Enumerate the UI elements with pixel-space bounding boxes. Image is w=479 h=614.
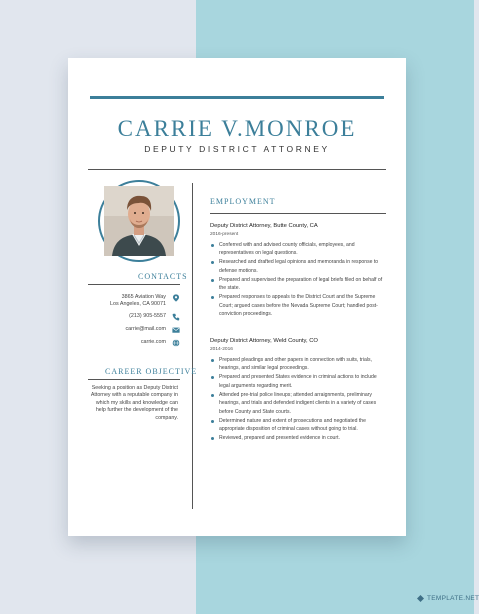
resume-name: CARRIE V.MONROE [117,116,357,141]
website-url[interactable]: carrie.com [140,339,166,345]
employment-divider [210,213,386,214]
phone-icon [172,313,180,321]
email-address[interactable]: carrie@mail.com [125,326,166,332]
contact-email [88,326,180,334]
career-objective-divider [88,379,180,380]
resume-job-title: DEPUTY DISTRICT ATTORNEY [144,144,330,154]
contacts-divider [88,284,180,285]
contacts-heading: CONTACTS [138,272,188,281]
list-item: Conferred with and advised county officials, employees, and representatives on legal questions. [210,241,386,258]
location-pin-icon [172,294,180,302]
list-item: Prepared pleadings and other papers in connection with suits, trials, hearings, and similar legal proceedings. [210,356,386,373]
phone-number: (213) 905-5557 [129,313,166,319]
career-objective-text: Seeking a position as Deputy District Attorney with a reputable company in which my skills and knowledge can help further the development of the company. [90,385,178,421]
contact-phone [88,313,180,321]
contact-address [88,294,180,308]
profile-photo-frame [98,180,180,262]
list-item: Reviewed, prepared and presented evidence in court. [210,434,386,442]
header-accent-bar [90,96,384,99]
job-dates: 2014-2016 [210,347,233,352]
list-item: Determined nature and extent of prosecutions and negotiated the appropriate disposition of criminal cases without going to trial. [210,417,386,434]
header-divider [88,169,386,170]
list-item: Prepared responses to appeals to the District Court and the Supreme Court; argued cases before the Nevada Supreme Court; handled post-conviction proceedings. [210,293,386,318]
watermark-text: TEMPLATE.NET [427,595,479,602]
list-item: Attended pre-trial police lineups; attended arraignments, preliminary hearings, and trials and defended indigent clients in a variety of cases before County and State courts. [210,391,386,416]
address-line1: 3865 Aviation Way [121,294,166,300]
job-title: Deputy District Attorney, Weld County, CO [210,338,318,344]
column-divider [192,183,193,509]
job-dates: 2016-present [210,232,239,237]
envelope-icon [172,326,180,334]
list-item: Researched and drafted legal opinions and memoranda in response to defense motions. [210,258,386,275]
address-line2: Los Angeles, CA 90071 [109,301,166,307]
resume-page [68,58,406,536]
list-item: Prepared and supervised the preparation of legal briefs filed on behalf of the state. [210,276,386,293]
job-bullets [210,356,386,443]
contact-website [88,339,180,347]
template-logo-icon [417,595,424,602]
job-bullets [210,241,386,319]
career-objective-heading: CAREER OBJECTIVE [105,367,198,376]
profile-photo [104,186,174,256]
portrait-image [104,186,174,256]
list-item: Prepared and presented States evidence in criminal actions to include legal arguments regarding merit. [210,373,386,390]
globe-icon [172,339,180,347]
job-title: Deputy District Attorney, Butte County, CA [210,223,318,229]
employment-heading: EMPLOYMENT [210,197,276,206]
template-watermark [417,595,479,602]
